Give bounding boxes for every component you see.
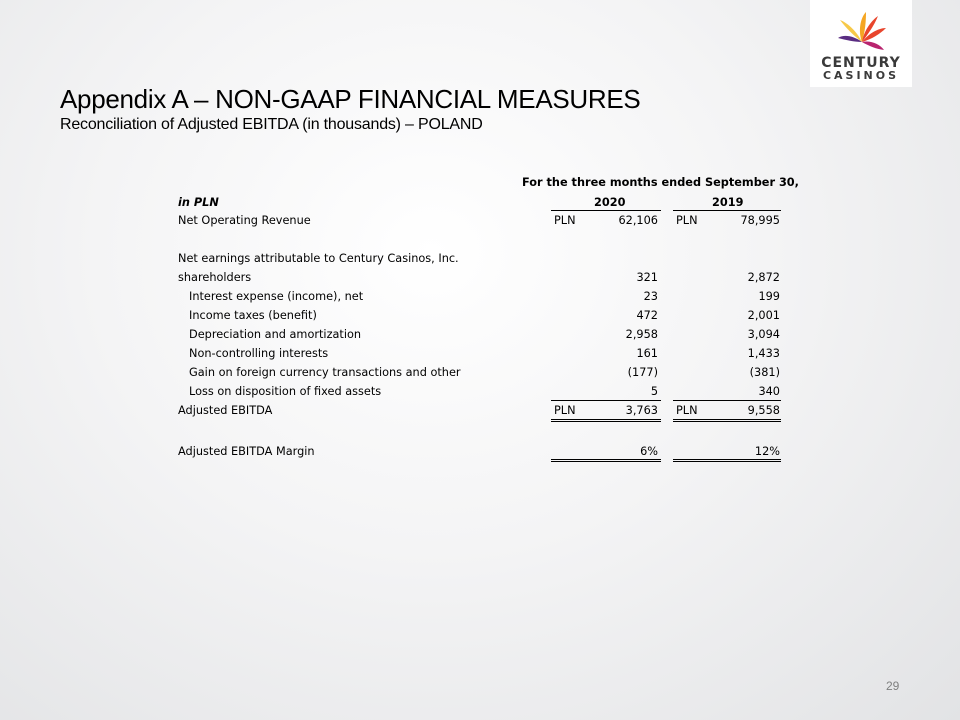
row-label: Income taxes (benefit) — [189, 309, 317, 322]
row-value-2020: 3,763 — [625, 404, 658, 417]
row-value-2020: (177) — [627, 366, 658, 379]
logo-wordmark-casinos: CASINOS — [822, 69, 900, 82]
row-value-2020: 472 — [636, 309, 658, 322]
row-label: Interest expense (income), net — [189, 290, 364, 303]
row-value-2020: 23 — [643, 290, 658, 303]
period-header: For the three months ended September 30, — [522, 176, 799, 189]
row-value-2020: 321 — [636, 271, 658, 284]
total-double-line-2019-a — [673, 419, 781, 420]
row-currency-2020: PLN — [554, 214, 576, 227]
margin-double-line-2019-b — [673, 461, 781, 462]
row-label: shareholders — [178, 271, 252, 284]
unit-label: in PLN — [178, 196, 219, 209]
row-value-2019: 199 — [758, 290, 780, 303]
margin-double-line-2019-a — [673, 459, 781, 460]
header-underline-2019 — [673, 210, 781, 211]
row-label: Adjusted EBITDA — [178, 404, 273, 417]
logo-wordmark-century: CENTURY — [821, 55, 901, 71]
subtotal-line-2020 — [551, 400, 661, 401]
margin-double-line-2020-a — [551, 459, 661, 460]
row-value-2019: (381) — [749, 366, 780, 379]
row-label: Gain on foreign currency transactions and other — [189, 366, 461, 379]
subtotal-line-2019 — [673, 400, 781, 401]
row-value-2019: 3,094 — [747, 328, 780, 341]
row-value-2019: 12% — [754, 445, 780, 458]
row-label: Non-controlling interests — [189, 347, 329, 360]
row-value-2019: 9,558 — [747, 404, 780, 417]
row-value-2020: 5 — [650, 385, 658, 398]
slide-title: Appendix A – NON-GAAP FINANCIAL MEASURES — [60, 84, 641, 114]
row-currency-2019: PLN — [676, 214, 698, 227]
row-value-2019: 2,001 — [747, 309, 780, 322]
header-underline-2020 — [551, 210, 661, 211]
row-value-2019: 340 — [758, 385, 780, 398]
row-value-2019: 1,433 — [747, 347, 780, 360]
row-value-2020: 161 — [636, 347, 658, 360]
row-currency-2020: PLN — [554, 404, 576, 417]
row-label: Loss on disposition of fixed assets — [189, 385, 382, 398]
row-value-2020: 6% — [640, 445, 658, 458]
row-value-2020: 62,106 — [618, 214, 658, 227]
row-label: Net earnings attributable to Century Casinos, Inc. — [178, 252, 459, 265]
total-double-line-2020-a — [551, 419, 661, 420]
slide-subtitle: Reconciliation of Adjusted EBITDA (in thousands) – POLAND — [60, 116, 483, 133]
row-value-2019: 2,872 — [747, 271, 780, 284]
year-2019-header: 2019 — [712, 196, 744, 209]
total-double-line-2020-b — [551, 421, 661, 422]
row-label: Net Operating Revenue — [178, 214, 311, 227]
row-label: Adjusted EBITDA Margin — [178, 445, 315, 458]
row-value-2020: 2,958 — [625, 328, 658, 341]
page-number: 29 — [886, 679, 900, 693]
row-currency-2019: PLN — [676, 404, 698, 417]
total-double-line-2019-b — [673, 421, 781, 422]
row-value-2019: 78,995 — [740, 214, 780, 227]
row-label: Depreciation and amortization — [189, 328, 362, 341]
margin-double-line-2020-b — [551, 461, 661, 462]
year-2020-header: 2020 — [594, 196, 626, 209]
